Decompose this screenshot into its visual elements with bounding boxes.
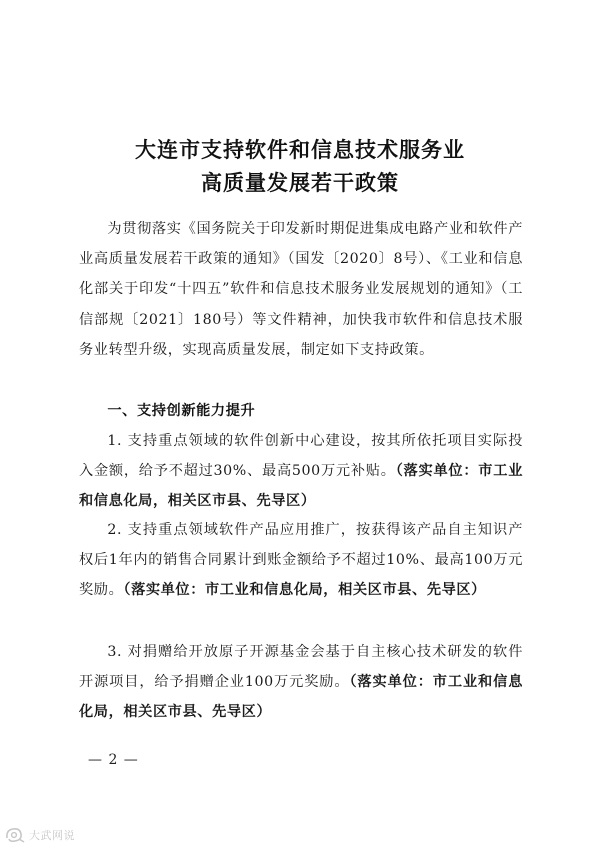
policy-item-1-responsible: （落实单位：市工业和信息化局，相关区市县、先导区） [79, 463, 523, 510]
policy-item-2 [79, 515, 523, 606]
policy-item-2-text: 2. 支持重点领域软件产品应用推广，按获得该产品自主知识产权后1年内的销售合同累计到账金额给予不超过10%、最高100万元奖励。 [79, 522, 523, 599]
policy-item-1-text: 1. 支持重点领域的软件创新中心建设，按其所依托项目实际投入金额，给予不超过30%、最高500万元补贴。 [79, 433, 523, 480]
intro-paragraph: 为贯彻落实《国务院关于印发新时期促进集成电路产业和软件产业高质量发展若干政策的通知》（国发〔2020〕8号）、《工业和信息化部关于印发“十四五”软件和信息技术服务业发展规划的通知》（工信部规〔2021〕180号）等文件精神，加快我市软件和信息技术服务业转型升级，实现高质量发展，制定如下支持政策。 [79, 221, 523, 358]
policy-item-3-text: 3. 对捐赠给开放原子开源基金会基于自主核心技术研发的软件开源项目，给予捐赠企业100万元奖励。 [79, 644, 523, 691]
document-title-line1: 大连市支持软件和信息技术服务业 [135, 138, 465, 162]
watermark-logo-icon [4, 826, 26, 844]
policy-item-3 [79, 637, 523, 728]
watermark-text: 大武网说 [29, 829, 75, 842]
section1-heading: 一、支持创新能力提升 [107, 403, 256, 419]
policy-item-2-responsible: （落实单位：市工业和信息化局，相关区市县、先导区） [123, 582, 486, 599]
watermark [4, 826, 75, 844]
document-title-line2: 高质量发展若干政策 [201, 171, 399, 195]
page-number: — 2 — [88, 752, 139, 768]
policy-item-3-responsible: （落实单位：市工业和信息化局，相关区市县、先导区） [79, 674, 523, 721]
policy-item-1 [79, 426, 523, 517]
